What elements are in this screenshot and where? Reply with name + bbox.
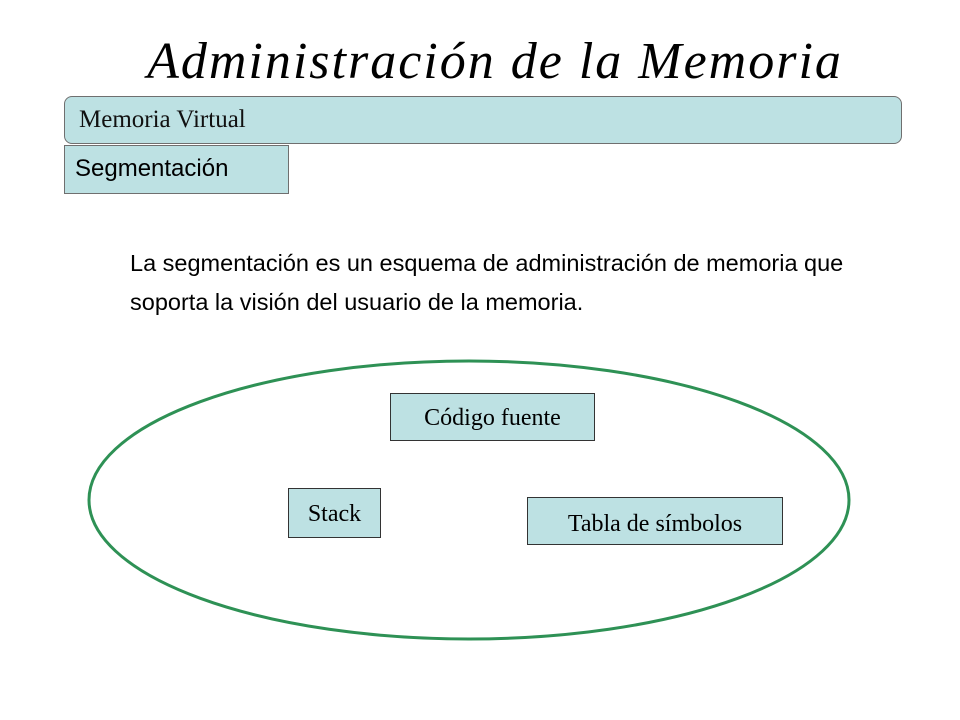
segment-label: Stack	[307, 501, 362, 527]
slide-title: Administración de la Memoria	[147, 33, 843, 90]
sub-tab-label: Segmentación	[75, 155, 229, 182]
segment-label: Código fuente	[424, 405, 561, 431]
section-bar	[64, 96, 902, 144]
section-bar-label: Memoria Virtual	[79, 106, 246, 133]
segment-box-source-code	[390, 393, 595, 441]
body-paragraph: La segmentación es un esquema de administración de memoria que soporta la visión del usuario de la memoria.	[130, 250, 844, 315]
segment-box-stack	[288, 488, 381, 538]
segment-box-symbol-table	[527, 497, 783, 545]
sub-tab-segmentation	[64, 145, 289, 194]
segment-label: Tabla de símbolos	[567, 511, 743, 537]
